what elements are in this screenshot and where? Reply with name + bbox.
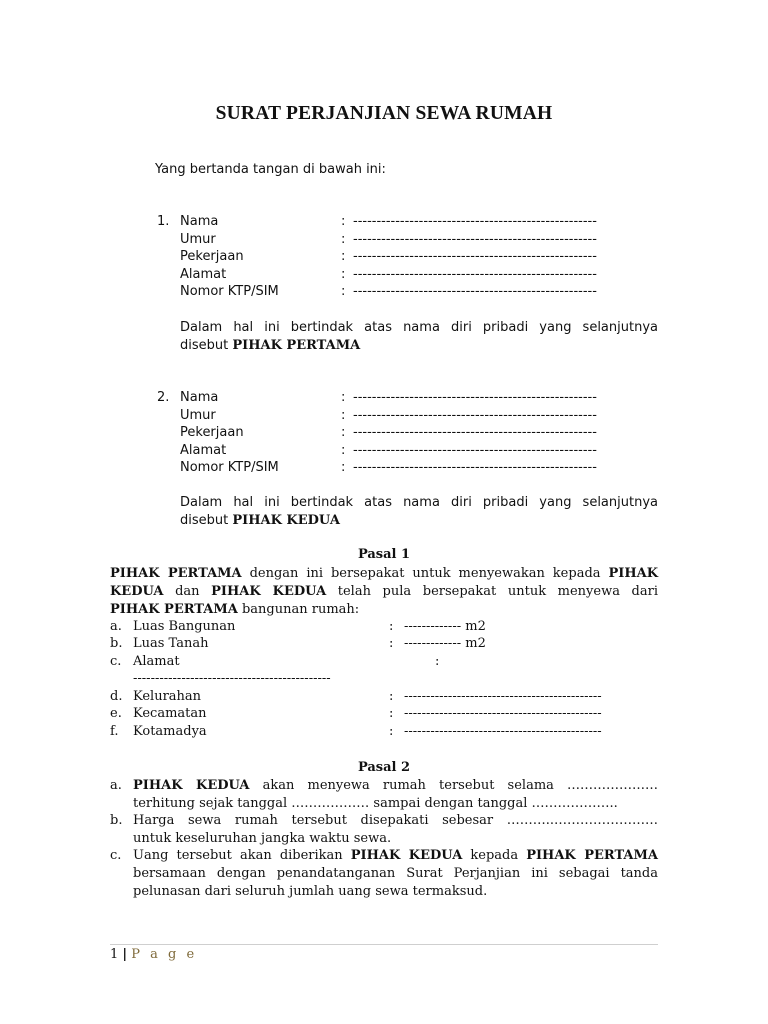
party2-field-blank: ---------------------------------------------------- (353, 442, 597, 458)
party2-field-label: Alamat (180, 442, 227, 458)
party1-field-label: Nomor KTP/SIM (180, 284, 279, 300)
party1-statement-line1: Dalam hal ini bertindak atas nama diri pribadi yang selanjutnya (180, 320, 658, 335)
pasal1-line1-bold1: PIHAK PERTAMA (110, 566, 242, 581)
party2-field-blank: ---------------------------------------------------- (353, 425, 597, 441)
pasal2-a-line2: terhitung sejak tanggal ……………… sampai dengan tanggal ……………….. (133, 796, 618, 811)
party2-role: PIHAK KEDUA (232, 513, 340, 528)
party1-number: 1. (157, 214, 170, 229)
pasal2-heading: Pasal 2 (357, 760, 411, 775)
party1-field-blank: ---------------------------------------------------- (353, 231, 597, 247)
pasal1-item-letter: d. (110, 689, 123, 704)
party2-number: 2. (157, 390, 170, 405)
page-number: 1 (110, 947, 119, 962)
page-word: P a g e (131, 947, 198, 962)
party1-field-colon: : (341, 249, 346, 265)
party1-field-blank: ---------------------------------------------------- (353, 284, 597, 300)
pasal2-c-bold2: PIHAK PERTAMA (526, 848, 658, 863)
pasal1-line2-bold2: PIHAK KEDUA (211, 584, 327, 599)
pasal2-a-bold: PIHAK KEDUA (133, 778, 250, 793)
party1-field-colon: : (341, 284, 346, 300)
party1-field-colon: : (341, 231, 346, 247)
party1-field-blank: ---------------------------------------------------- (353, 249, 597, 265)
pasal1-item-letter: e. (110, 706, 122, 721)
pasal1-line3-bold1: PIHAK PERTAMA (110, 602, 238, 617)
party1-field-label: Alamat (180, 266, 227, 282)
pasal1-item-colon: : (389, 636, 394, 651)
party1-statement-line2 (180, 338, 360, 353)
pasal1-item-colon: : (389, 706, 394, 721)
party1-field-label: Pekerjaan (180, 249, 244, 265)
pasal1-item-label: Luas Bangunan (133, 619, 236, 634)
pasal1-line2 (110, 584, 658, 599)
pasal1-item-colon: : (435, 654, 440, 669)
pasal1-item-value: --------------------------------------------- (404, 689, 602, 704)
party2-field-blank: ---------------------------------------------------- (353, 407, 597, 423)
party2-field-label: Pekerjaan (180, 425, 244, 441)
pasal1-heading: Pasal 1 (357, 547, 411, 562)
pasal2-c-text1: Uang tersebut akan diberikan (133, 848, 343, 863)
pasal1-line2-text2: telah pula bersepakat untuk menyewa dari (337, 584, 658, 599)
pasal1-item-colon: : (389, 689, 394, 704)
party1-field-label: Umur (180, 231, 216, 247)
pasal1-item-label: Kotamadya (133, 724, 207, 739)
pasal2-c-line3: pelunasan dari seluruh jumlah uang sewa termaksud. (133, 884, 488, 899)
party2-field-colon: : (341, 390, 346, 405)
party2-field-colon: : (341, 425, 346, 441)
pasal1-item-value: --------------------------------------------- (404, 724, 602, 739)
pasal2-a-letter: a. (110, 778, 122, 793)
party1-role: PIHAK PERTAMA (232, 338, 361, 353)
pasal1-line1 (110, 566, 658, 581)
intro-text: Yang bertanda tangan di bawah ini: (155, 162, 386, 177)
pasal1-item-colon: : (389, 619, 394, 634)
pasal1-line3 (110, 602, 359, 617)
party1-field-colon: : (341, 266, 346, 282)
pasal2-b-letter: b. (110, 813, 123, 828)
pasal1-item-label: Kecamatan (133, 706, 207, 721)
party2-field-label: Umur (180, 407, 216, 423)
pasal1-item-label: Luas Tanah (133, 636, 209, 651)
party2-statement-prefix: disebut (180, 513, 229, 528)
pasal1-item-value: --------------------------------------------- (404, 706, 602, 721)
party2-statement-line2 (180, 513, 340, 528)
pasal1-item-letter: b. (110, 636, 123, 651)
pasal1-item-label: Alamat (133, 654, 180, 669)
pasal2-a-text: akan menyewa rumah tersebut selama ………………… (262, 778, 658, 793)
pasal1-line2-text1: dan (175, 584, 200, 599)
pasal1-item-value: ------------- m2 (404, 619, 486, 634)
pasal1-item-value: ------------- m2 (404, 636, 486, 651)
footer-rule (110, 944, 658, 945)
pasal1-item-letter: c. (110, 654, 122, 669)
party2-field-blank: ---------------------------------------------------- (353, 460, 597, 476)
party2-field-label: Nama (180, 390, 219, 405)
party1-field-label: Nama (180, 214, 219, 229)
party1-field-blank: ---------------------------------------------------- (353, 266, 597, 282)
pasal2-b-line1: Harga sewa rumah tersebut disepakati sebesar ………..…………………… (133, 813, 658, 828)
pasal1-line1-text1: dengan ini bersepakat untuk menyewakan kepada (249, 566, 601, 581)
party1-field-blank: ---------------------------------------------------- (353, 214, 597, 229)
pasal1-line3-text1: bangunan rumah: (241, 602, 360, 617)
party1-statement-prefix: disebut (180, 338, 229, 353)
pasal1-item-letter: f. (110, 724, 119, 739)
party2-field-colon: : (341, 442, 346, 458)
pasal2-c-text2: kepada (470, 848, 519, 863)
document-title: SURAT PERJANJIAN SEWA RUMAH (215, 103, 553, 124)
page-footer (110, 947, 197, 962)
pasal2-c-line1 (133, 848, 658, 863)
pasal2-c-line2: bersamaan dengan penandatanganan Surat Perjanjian ini sebagai tanda (133, 866, 658, 881)
party2-field-colon: : (341, 407, 346, 423)
party2-field-colon: : (341, 460, 346, 476)
footer-separator: | (122, 947, 128, 962)
pasal1-item-letter: a. (110, 619, 122, 634)
pasal1-item-colon: : (389, 724, 394, 739)
pasal2-a-line1 (133, 778, 658, 793)
pasal1-line2-bold1: KEDUA (110, 584, 164, 599)
alamat-continuation-blank: --------------------------------------------- (133, 671, 331, 686)
party2-statement-line1: Dalam hal ini bertindak atas nama diri pribadi yang selanjutnya (180, 495, 658, 510)
party1-field-colon: : (341, 214, 346, 229)
pasal2-b-line2: untuk keseluruhan jangka waktu sewa. (133, 831, 392, 846)
pasal2-c-bold1: PIHAK KEDUA (350, 848, 463, 863)
pasal1-line1-bold2: PIHAK (608, 566, 658, 581)
pasal1-item-label: Kelurahan (133, 689, 202, 704)
party2-field-blank: ---------------------------------------------------- (353, 390, 597, 405)
pasal2-c-letter: c. (110, 848, 122, 863)
party2-field-label: Nomor KTP/SIM (180, 460, 279, 476)
